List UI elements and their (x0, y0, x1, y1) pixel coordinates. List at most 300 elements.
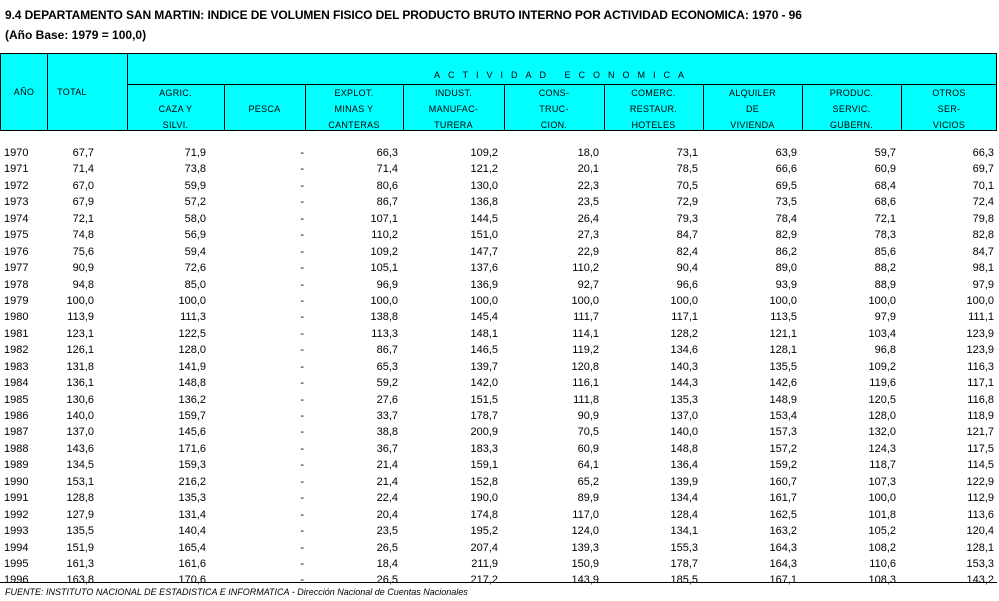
header-col-alquiler: ALQUILER DE VIVIENDA (729, 88, 776, 130)
table-body (0, 145, 999, 589)
cell-year: 1975 (4, 229, 29, 242)
cell-value: 36,7 (376, 442, 398, 455)
cell-total: 136,1 (66, 377, 94, 390)
cell-value: 163,2 (769, 525, 797, 538)
table-row (0, 161, 999, 177)
cell-value: 153,3 (966, 557, 994, 570)
cell-value: 21,4 (376, 459, 398, 472)
table-row (0, 408, 999, 424)
cell-value: 117,5 (967, 442, 994, 455)
cell-value: 128,1 (966, 541, 994, 554)
cell-year: 1994 (4, 541, 29, 554)
cell-value: 131,4 (178, 508, 206, 521)
cell-value: 70,1 (972, 179, 994, 192)
cell-value: 96,9 (376, 278, 398, 291)
cell-value: - (300, 574, 304, 587)
cell-value: 136,8 (470, 196, 498, 209)
cell-total: 100,0 (66, 294, 94, 307)
cell-year: 1971 (4, 163, 29, 176)
cell-value: - (300, 278, 304, 291)
cell-value: 72,1 (874, 212, 896, 225)
table-row (0, 507, 999, 523)
cell-value: 84,7 (676, 229, 698, 242)
table-row (0, 326, 999, 342)
cell-total: 67,9 (72, 196, 94, 209)
cell-total: 161,3 (66, 557, 94, 570)
cell-value: 107,1 (370, 212, 398, 225)
cell-value: 22,4 (376, 492, 398, 505)
cell-year: 1973 (4, 196, 29, 209)
cell-value: 101,8 (868, 508, 896, 521)
cell-value: 96,6 (676, 278, 698, 291)
cell-value: - (300, 459, 304, 472)
cell-value: 98,1 (972, 262, 994, 275)
table-row (0, 260, 999, 276)
cell-value: 137,0 (670, 410, 698, 422)
cell-value: 200,9 (470, 426, 498, 439)
cell-value: - (300, 163, 304, 176)
cell-value: 33,7 (376, 410, 398, 422)
cell-total: 126,1 (66, 344, 94, 357)
cell-value: 79,3 (676, 212, 698, 225)
cell-value: 73,1 (676, 147, 698, 159)
cell-total: 140,0 (66, 410, 94, 422)
source-footnote: FUENTE: INSTITUTO NACIONAL DE ESTADISTICA E INFORMATICA - Dirección Nacional de Cuentas Nacionales (5, 587, 468, 597)
cell-value: 23,5 (577, 196, 599, 209)
cell-value: 107,3 (868, 475, 896, 488)
cell-value: 59,9 (184, 179, 206, 192)
cell-value: 59,2 (376, 377, 398, 390)
cell-value: 116,1 (572, 377, 599, 390)
cell-value: 82,9 (775, 229, 797, 242)
cell-value: 124,0 (571, 525, 599, 538)
cell-value: 138,8 (370, 311, 398, 324)
cell-value: 84,7 (972, 245, 994, 258)
cell-value: 141,9 (178, 360, 206, 373)
cell-value: 68,4 (874, 179, 896, 192)
header-col-comerc: COMERC. RESTAUR. HOTELES (629, 88, 678, 130)
cell-total: 134,5 (66, 459, 94, 472)
cell-value: 71,4 (376, 163, 398, 176)
cell-value: 150,9 (571, 557, 599, 570)
cell-value: 93,9 (775, 278, 797, 291)
cell-value: 170,6 (178, 574, 206, 587)
table-row (0, 424, 999, 440)
cell-value: 86,7 (376, 344, 398, 357)
cell-value: 161,6 (178, 557, 206, 570)
cell-value: 65,3 (376, 360, 398, 373)
cell-value: 66,3 (972, 147, 994, 159)
cell-value: 151,0 (470, 229, 498, 242)
cell-value: 26,5 (376, 541, 398, 554)
cell-value: 72,4 (972, 196, 994, 209)
cell-value: 59,4 (184, 245, 206, 258)
table-row (0, 178, 999, 194)
cell-value: 185,5 (670, 574, 698, 587)
cell-value: 111,3 (180, 311, 206, 324)
cell-value: 207,4 (470, 541, 498, 554)
header-col-indust: INDUST. MANUFAC- TURERA (428, 88, 479, 130)
cell-value: 162,5 (769, 508, 797, 521)
table-header (0, 53, 997, 131)
cell-value: 38,8 (376, 426, 398, 439)
cell-value: 92,7 (577, 278, 599, 291)
cell-value: - (300, 410, 304, 422)
cell-value: 135,3 (670, 393, 698, 406)
cell-total: 127,9 (66, 508, 94, 521)
table-row (0, 392, 999, 408)
cell-year: 1981 (4, 327, 29, 340)
cell-year: 1982 (4, 344, 29, 357)
cell-value: - (300, 525, 304, 538)
cell-total: 143,6 (66, 442, 94, 455)
cell-value: 116,8 (967, 393, 994, 406)
cell-value: 100,0 (370, 294, 398, 307)
cell-value: 134,6 (670, 344, 698, 357)
cell-value: 147,7 (470, 245, 498, 258)
cell-value: 121,1 (769, 327, 797, 340)
cell-total: 90,9 (72, 262, 94, 275)
cell-value: - (300, 179, 304, 192)
cell-value: 20,4 (376, 508, 398, 521)
cell-value: 137,6 (470, 262, 498, 275)
cell-value: 120,4 (966, 525, 994, 538)
cell-value: 78,5 (676, 163, 698, 176)
table-title: 9.4 DEPARTAMENTO SAN MARTIN: INDICE DE VOLUMEN FISICO DEL PRODUCTO BRUTO INTERNO POR ACTIVIDAD ECONOMICA: 1970 - 96 (5, 8, 802, 22)
cell-value: 146,5 (470, 344, 498, 357)
table-row (0, 540, 999, 556)
cell-value: 20,1 (577, 163, 599, 176)
cell-value: 160,7 (769, 475, 797, 488)
cell-value: - (300, 360, 304, 373)
table-subtitle: (Año Base: 1979 = 100,0) (5, 28, 147, 42)
cell-value: 142,0 (470, 377, 498, 390)
cell-value: 27,6 (376, 393, 398, 406)
cell-value: 136,4 (670, 459, 698, 472)
header-col-explot: EXPLOT. MINAS Y CANTERAS (328, 88, 380, 130)
cell-value: - (300, 475, 304, 488)
cell-value: 100,0 (178, 294, 206, 307)
cell-year: 1996 (4, 574, 29, 587)
cell-value: 78,3 (874, 229, 896, 242)
cell-total: 71,4 (72, 163, 94, 176)
cell-year: 1976 (4, 245, 29, 258)
cell-value: 22,9 (577, 245, 599, 258)
cell-value: - (300, 344, 304, 357)
cell-value: - (300, 508, 304, 521)
cell-total: 131,8 (66, 360, 94, 373)
cell-value: 144,5 (470, 212, 498, 225)
cell-value: - (300, 393, 304, 406)
table-row (0, 359, 999, 375)
table-row (0, 211, 999, 227)
cell-total: 135,5 (66, 525, 94, 538)
cell-value: 148,1 (470, 327, 498, 340)
cell-value: 113,5 (770, 311, 797, 324)
cell-value: 100,0 (868, 492, 896, 505)
header-col-otros: OTROS SER- VICIOS (932, 88, 966, 130)
cell-value: - (300, 212, 304, 225)
cell-value: - (300, 442, 304, 455)
cell-value: 159,1 (470, 459, 498, 472)
cell-value: 97,9 (972, 278, 994, 291)
cell-value: 97,9 (874, 311, 896, 324)
cell-value: 70,5 (676, 179, 698, 192)
cell-year: 1992 (4, 508, 29, 521)
cell-value: 59,7 (874, 147, 896, 159)
cell-value: - (300, 196, 304, 209)
cell-value: 88,2 (874, 262, 896, 275)
cell-value: 96,8 (874, 344, 896, 357)
cell-value: 85,6 (874, 245, 896, 258)
cell-value: 159,3 (178, 459, 206, 472)
cell-value: 145,6 (178, 426, 206, 439)
cell-value: 23,5 (376, 525, 398, 538)
cell-value: - (300, 492, 304, 505)
cell-value: 111,7 (573, 311, 599, 324)
cell-value: 139,9 (670, 475, 698, 488)
cell-value: - (300, 541, 304, 554)
cell-value: 88,9 (874, 278, 896, 291)
cell-value: 136,9 (470, 278, 498, 291)
cell-year: 1985 (4, 393, 29, 406)
cell-value: 121,2 (470, 163, 498, 176)
cell-value: 105,2 (868, 525, 896, 538)
header-activity-group: ACTIVIDAD ECONOMICA (433, 70, 692, 80)
cell-total: 67,0 (72, 179, 94, 192)
cell-value: 118,7 (869, 459, 896, 472)
cell-value: 108,2 (868, 541, 896, 554)
cell-value: 124,3 (868, 442, 896, 455)
cell-value: 143,9 (571, 574, 599, 587)
cell-value: - (300, 147, 304, 159)
cell-value: 171,6 (178, 442, 206, 455)
cell-value: 164,3 (769, 541, 797, 554)
cell-value: 69,5 (775, 179, 797, 192)
cell-value: 100,0 (670, 294, 698, 307)
cell-value: 139,3 (571, 541, 599, 554)
cell-value: 113,3 (371, 327, 398, 340)
header-col-construccion: CONS- TRUC- CION. (538, 88, 570, 130)
cell-value: 135,3 (178, 492, 206, 505)
cell-value: - (300, 294, 304, 307)
cell-value: 82,4 (676, 245, 698, 258)
cell-total: 67,7 (72, 147, 94, 159)
cell-value: 110,2 (371, 229, 398, 242)
cell-value: 18,4 (376, 557, 398, 570)
cell-value: 134,1 (670, 525, 698, 538)
cell-value: 111,1 (968, 311, 994, 324)
cell-value: 22,3 (577, 179, 599, 192)
cell-total: 74,8 (72, 229, 94, 242)
cell-value: 21,4 (376, 475, 398, 488)
cell-year: 1993 (4, 525, 29, 538)
table-bottom-rule (0, 582, 997, 583)
table-row (0, 277, 999, 293)
cell-value: 27,3 (577, 229, 599, 242)
cell-value: 217,2 (470, 574, 498, 587)
cell-value: 60,9 (577, 442, 599, 455)
cell-value: 165,4 (178, 541, 206, 554)
cell-value: 174,8 (470, 508, 498, 521)
cell-value: 151,5 (470, 393, 498, 406)
cell-value: 110,2 (572, 262, 599, 275)
cell-value: 26,4 (577, 212, 599, 225)
cell-value: 122,9 (966, 475, 994, 488)
cell-year: 1988 (4, 442, 29, 455)
cell-value: 66,6 (775, 163, 797, 176)
cell-value: 119,6 (869, 377, 896, 390)
cell-value: 65,2 (577, 475, 599, 488)
cell-value: 105,1 (370, 262, 398, 275)
cell-value: 123,9 (966, 327, 994, 340)
cell-value: - (300, 262, 304, 275)
cell-value: 56,9 (184, 229, 206, 242)
cell-year: 1974 (4, 212, 29, 225)
cell-year: 1980 (4, 311, 29, 324)
cell-value: 161,7 (769, 492, 797, 505)
cell-total: 153,1 (66, 475, 94, 488)
cell-value: 64,1 (577, 459, 599, 472)
cell-value: 86,7 (376, 196, 398, 209)
header-col-pesca: PESCA (248, 104, 281, 114)
cell-value: 100,0 (470, 294, 498, 307)
cell-value: 114,5 (967, 459, 994, 472)
cell-value: 120,5 (868, 393, 896, 406)
cell-value: 111,8 (573, 393, 599, 406)
cell-value: 128,2 (670, 327, 698, 340)
cell-value: 60,9 (874, 163, 896, 176)
table-row (0, 293, 999, 309)
cell-year: 1991 (4, 492, 29, 505)
cell-year: 1977 (4, 262, 29, 275)
cell-value: - (300, 311, 304, 324)
header-col-produc: PRODUC. SERVIC. GUBERN. (829, 88, 874, 130)
cell-value: 195,2 (470, 525, 498, 538)
table-row (0, 375, 999, 391)
cell-value: 120,8 (571, 360, 599, 373)
cell-value: 121,7 (966, 426, 994, 439)
cell-value: 78,4 (775, 212, 797, 225)
cell-value: 142,6 (769, 377, 797, 390)
cell-value: 73,5 (775, 196, 797, 209)
cell-value: 108,3 (868, 574, 896, 587)
cell-value: 80,6 (376, 179, 398, 192)
cell-value: 58,0 (184, 212, 206, 225)
cell-value: 122,5 (178, 327, 206, 340)
cell-value: 148,8 (178, 377, 206, 390)
cell-value: 157,3 (769, 426, 797, 439)
cell-value: 132,0 (868, 426, 896, 439)
cell-value: 164,3 (769, 557, 797, 570)
cell-value: 130,0 (470, 179, 498, 192)
cell-year: 1984 (4, 377, 29, 390)
cell-value: 69,7 (972, 163, 994, 176)
cell-value: - (300, 426, 304, 439)
cell-value: 190,0 (470, 492, 498, 505)
cell-value: 70,5 (577, 426, 599, 439)
cell-value: 66,3 (376, 147, 398, 159)
cell-value: - (300, 377, 304, 390)
table-row (0, 556, 999, 572)
header-total: TOTAL (57, 87, 87, 97)
cell-year: 1987 (4, 426, 29, 439)
cell-value: 119,2 (572, 344, 599, 357)
cell-value: 140,4 (178, 525, 206, 538)
cell-value: 134,4 (670, 492, 698, 505)
cell-value: 112,9 (967, 492, 994, 505)
cell-value: 159,7 (178, 410, 206, 422)
cell-value: 79,8 (972, 212, 994, 225)
cell-value: 216,2 (178, 475, 206, 488)
table-row (0, 342, 999, 358)
cell-value: 117,1 (967, 377, 994, 390)
cell-value: 136,2 (178, 393, 206, 406)
header-year: AÑO (13, 87, 35, 97)
cell-value: 153,4 (769, 410, 797, 422)
table-row (0, 145, 999, 161)
cell-value: 178,7 (670, 557, 698, 570)
cell-value: 90,4 (676, 262, 698, 275)
cell-value: 183,3 (470, 442, 498, 455)
cell-value: 57,2 (184, 196, 206, 209)
cell-year: 1990 (4, 475, 29, 488)
cell-value: - (300, 245, 304, 258)
cell-value: 18,0 (577, 147, 599, 159)
cell-year: 1978 (4, 278, 29, 291)
cell-value: 89,0 (775, 262, 797, 275)
cell-value: 63,9 (775, 147, 797, 159)
table-row (0, 474, 999, 490)
cell-value: 159,2 (769, 459, 797, 472)
cell-value: 100,0 (868, 294, 896, 307)
cell-value: 109,2 (868, 360, 896, 373)
cell-value: 145,4 (470, 311, 498, 324)
cell-value: 82,8 (972, 229, 994, 242)
table-row (0, 227, 999, 243)
cell-value: 26,5 (376, 574, 398, 587)
cell-value: 143,2 (966, 574, 994, 587)
cell-value: 114,1 (572, 327, 599, 340)
cell-value: 73,8 (184, 163, 206, 176)
cell-value: 71,9 (184, 147, 206, 159)
cell-total: 94,8 (72, 278, 94, 291)
cell-value: 103,4 (868, 327, 896, 340)
cell-value: 72,9 (676, 196, 698, 209)
cell-year: 1972 (4, 179, 29, 192)
cell-value: 72,6 (184, 262, 206, 275)
cell-value: 117,1 (671, 311, 698, 324)
cell-year: 1989 (4, 459, 29, 472)
cell-total: 72,1 (72, 212, 94, 225)
cell-value: 100,0 (966, 294, 994, 307)
table-row (0, 457, 999, 473)
cell-total: 151,9 (66, 541, 94, 554)
cell-value: - (300, 557, 304, 570)
cell-value: 117,0 (572, 508, 599, 521)
cell-value: 128,0 (178, 344, 206, 357)
cell-value: 144,3 (670, 377, 698, 390)
cell-year: 1970 (4, 147, 29, 159)
cell-value: 110,6 (869, 557, 896, 570)
table-row (0, 244, 999, 260)
cell-value: 155,3 (670, 541, 698, 554)
cell-value: 157,2 (769, 442, 797, 455)
cell-value: 113,6 (967, 508, 994, 521)
table-row (0, 194, 999, 210)
cell-value: - (300, 229, 304, 242)
cell-total: 123,1 (66, 327, 94, 340)
